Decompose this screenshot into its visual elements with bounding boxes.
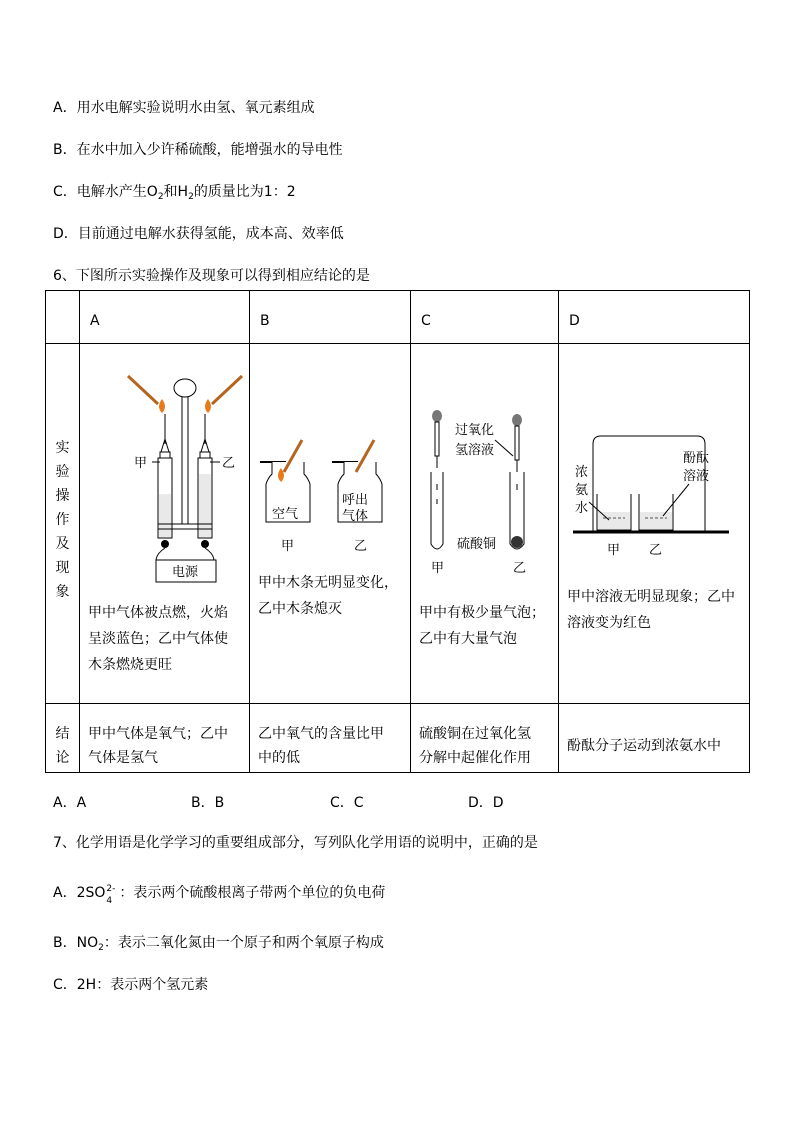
q6-choice-b: B．B [191, 795, 225, 811]
label-c-right: 乙 [513, 561, 527, 576]
label-d-phenol-2: 溶液 [683, 469, 710, 484]
q6-choice-c: C．C [330, 795, 364, 811]
q7-option-b: B．$NO_2$：表示二氧化氮由一个原子和两个氧原子构成 [53, 935, 384, 953]
header-c: C [411, 291, 559, 344]
q6-stem: 6、下图所示实验操作及现象可以得到相应结论的是 [53, 268, 370, 284]
label-b-breath-2: 气体 [342, 509, 369, 524]
row-label-conclusion: 结 论 [46, 703, 80, 772]
q7-option-a: A．2SO 2- 4 ：表示两个硫酸根离子带两个单位的负电荷 [53, 884, 386, 906]
label-b-right: 乙 [354, 539, 368, 554]
header-d: D [559, 291, 750, 344]
q6-table [45, 290, 750, 773]
matchstick-right [212, 376, 242, 404]
conclusion-d: 酚酞分子运动到浓氨水中 [559, 703, 750, 772]
q7-stem: 7、化学用语是化学学习的重要组成部分，写列队化学用语的说明中，正确的是 [53, 835, 538, 851]
observation-a: 甲中气体被点燃，火焰 呈淡蓝色；乙中气体使 木条燃烧更旺 [88, 605, 228, 673]
label-d-ammonia-2: 氨 [575, 483, 589, 498]
label-power: 电源 [172, 565, 199, 580]
header-blank [46, 291, 80, 344]
label-c-reagent-2: 氢溶液 [455, 443, 495, 458]
label-b-air: 空气 [272, 507, 299, 522]
label-a-right: 乙 [222, 456, 236, 471]
label-b-left: 甲 [281, 539, 295, 554]
header-b: B [250, 291, 411, 344]
bottle-diagram [250, 344, 411, 692]
q6-choice-d: D．D [468, 795, 504, 811]
header-a: A [80, 291, 250, 344]
cell-b-experiment [250, 344, 411, 704]
conclusion-b: 乙中氧气的含量比甲 中的低 [250, 703, 411, 772]
label-d-left: 甲 [607, 543, 621, 558]
conclusion-c: 硫酸铜在过氧化氢 分解中起催化作用 [411, 703, 559, 772]
table-row-experiment [46, 344, 750, 704]
table-row-conclusion [46, 703, 750, 772]
observation-c: 甲中有极少量气泡； 乙中有大量气泡 [419, 605, 545, 647]
beaker-diagram [559, 344, 750, 692]
label-c-left: 甲 [431, 561, 445, 576]
observation-b: 甲中木条无明显变化， 乙中木条熄灭 [258, 575, 398, 617]
cell-c-experiment [411, 344, 559, 704]
matchstick-left [128, 376, 158, 404]
cell-a-experiment [80, 344, 250, 704]
label-d-right: 乙 [649, 543, 663, 558]
label-b-breath-1: 呼出 [342, 493, 369, 508]
row-label-experiment: 实 验 操 作 及 现 象 [46, 344, 80, 704]
table-header-row [46, 291, 750, 344]
q5-option-a: A．用水电解实验说明水由氢、氧元素组成 [53, 100, 315, 116]
conclusion-a: 甲中气体是氧气；乙中 气体是氢气 [80, 703, 250, 772]
label-c-reagent-1: 过氧化 [455, 423, 495, 438]
q5-option-c: C．电解水产生$O_2$和$H_2$的质量比为1：2 [53, 184, 296, 202]
q5-option-b: B．在水中加入少许稀硫酸，能增强水的导电性 [53, 142, 343, 158]
q6-choice-a: A．A [53, 795, 87, 811]
observation-d: 甲中溶液无明显现象；乙中 溶液变为红色 [567, 589, 735, 631]
flame-left-icon [159, 399, 165, 413]
flame-right-icon [205, 399, 211, 413]
cell-d-experiment [559, 344, 750, 704]
q5-option-d: D．目前通过电解水获得氢能，成本高、效率低 [53, 226, 344, 242]
label-d-ammonia-1: 浓 [575, 465, 589, 480]
label-c-catalyst: 硫酸铜 [457, 537, 497, 552]
q7-option-c: C．2H：表示两个氢元素 [53, 977, 209, 993]
label-d-phenol-1: 酚酞 [683, 451, 710, 466]
label-d-ammonia-3: 水 [575, 501, 589, 516]
label-a-left: 甲 [134, 456, 148, 471]
